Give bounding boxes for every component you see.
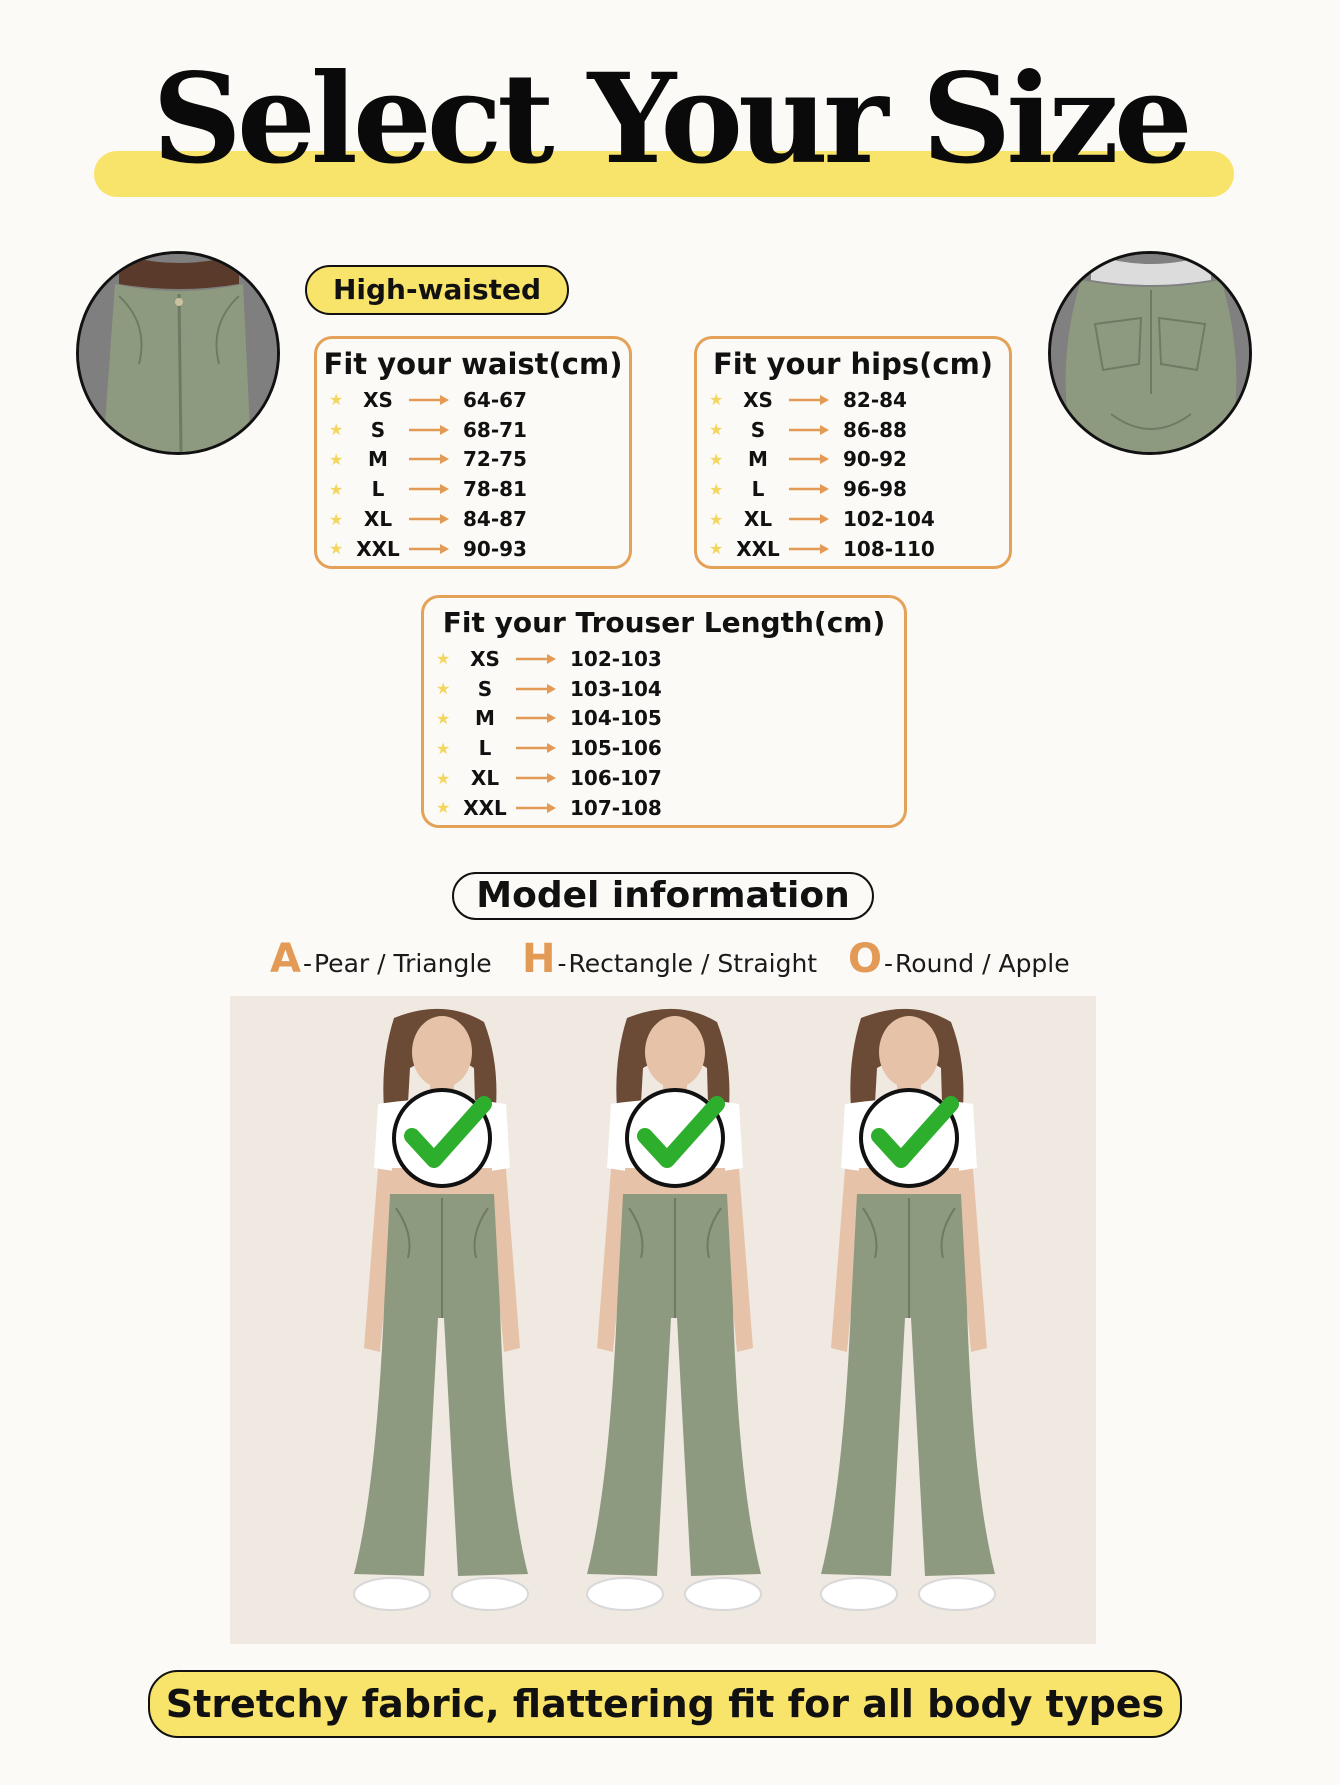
size-label: XS <box>363 387 393 412</box>
size-row <box>709 474 935 504</box>
arrow-right-icon <box>516 712 556 724</box>
size-value: 72-75 <box>463 447 527 472</box>
model-information-label: Model information <box>452 872 874 920</box>
arrow-right-icon <box>789 483 829 495</box>
star-icon: ★ <box>329 420 344 440</box>
size-label: XL <box>743 507 773 532</box>
size-value: 96-98 <box>843 477 907 502</box>
size-label: L <box>371 477 385 502</box>
arrow-right-icon <box>409 394 449 406</box>
size-value: 102-103 <box>570 646 662 671</box>
size-value: 102-104 <box>843 507 935 532</box>
size-value: 64-67 <box>463 387 527 412</box>
front-jeans-illustration <box>79 254 277 452</box>
size-row <box>709 534 935 564</box>
size-label: XXL <box>463 795 507 820</box>
star-icon: ★ <box>436 679 451 699</box>
page-title: Select Your Size <box>152 47 1188 192</box>
star-icon: ★ <box>329 479 344 499</box>
size-value: 105-106 <box>570 736 662 761</box>
size-label: XL <box>470 766 500 791</box>
star-icon: ★ <box>709 390 724 410</box>
length-size-rows <box>436 644 662 823</box>
arrow-right-icon <box>516 802 556 814</box>
star-icon: ★ <box>709 509 724 529</box>
model-photo <box>230 996 1096 1644</box>
star-icon: ★ <box>709 479 724 499</box>
size-value: 90-92 <box>843 447 907 472</box>
size-value: 90-93 <box>463 536 527 561</box>
size-label: XS <box>470 646 500 671</box>
high-waisted-label: High-waisted <box>305 265 569 315</box>
arrow-right-icon <box>409 513 449 525</box>
size-row <box>709 415 935 445</box>
star-icon: ★ <box>709 539 724 559</box>
size-value: 78-81 <box>463 477 527 502</box>
size-row <box>329 385 527 415</box>
size-label: S <box>370 417 386 442</box>
arrow-right-icon <box>516 683 556 695</box>
size-row <box>709 385 935 415</box>
front-view-photo <box>76 251 280 455</box>
size-row <box>436 763 662 793</box>
size-label: L <box>478 736 492 761</box>
shape-label: Pear / Triangle <box>314 949 492 978</box>
waist-box-title: Fit your waist(cm) <box>323 347 623 381</box>
size-row <box>329 445 527 475</box>
star-icon: ★ <box>329 449 344 469</box>
hips-box-title: Fit your hips(cm) <box>712 347 994 381</box>
size-label: XL <box>363 507 393 532</box>
size-row <box>709 445 935 475</box>
size-label: L <box>751 477 765 502</box>
size-row <box>436 704 662 734</box>
size-label: XS <box>743 387 773 412</box>
arrow-right-icon <box>409 424 449 436</box>
star-icon: ★ <box>709 449 724 469</box>
size-value: 86-88 <box>843 417 907 442</box>
size-value: 68-71 <box>463 417 527 442</box>
hips-size-rows <box>709 385 935 564</box>
arrow-right-icon <box>516 742 556 754</box>
shape-letter: H <box>522 936 556 982</box>
size-row <box>329 415 527 445</box>
back-jeans-illustration <box>1051 254 1249 452</box>
length-box-title: Fit your Trouser Length(cm) <box>442 606 886 639</box>
size-row <box>709 504 935 534</box>
shape-label: Round / Apple <box>895 949 1070 978</box>
body-shape-a: A - Pear / Triangle <box>270 936 492 982</box>
shape-letter: A <box>270 936 301 982</box>
size-row <box>329 534 527 564</box>
star-icon: ★ <box>709 420 724 440</box>
arrow-right-icon <box>409 483 449 495</box>
arrow-right-icon <box>789 513 829 525</box>
models-illustration <box>230 996 1096 1644</box>
tagline-banner: Stretchy fabric, flattering fit for all body types <box>148 1670 1182 1738</box>
star-icon: ★ <box>436 649 451 669</box>
star-icon: ★ <box>436 708 451 728</box>
waist-size-rows <box>329 385 527 564</box>
size-value: 108-110 <box>843 536 935 561</box>
size-row <box>329 474 527 504</box>
size-value: 103-104 <box>570 676 662 701</box>
hips-size-box <box>694 336 1012 569</box>
size-value: 84-87 <box>463 507 527 532</box>
size-value: 82-84 <box>843 387 907 412</box>
size-label: S <box>750 417 766 442</box>
size-row <box>436 674 662 704</box>
size-value: 106-107 <box>570 766 662 791</box>
star-icon: ★ <box>436 738 451 758</box>
arrow-right-icon <box>789 424 829 436</box>
star-icon: ★ <box>329 539 344 559</box>
arrow-right-icon <box>516 653 556 665</box>
arrow-right-icon <box>409 543 449 555</box>
arrow-right-icon <box>789 453 829 465</box>
body-shape-o: O - Round / Apple <box>848 936 1070 982</box>
size-value: 104-105 <box>570 706 662 731</box>
star-icon: ★ <box>329 390 344 410</box>
arrow-right-icon <box>409 453 449 465</box>
size-label: XXL <box>356 536 400 561</box>
body-shape-h: H - Rectangle / Straight <box>522 936 818 982</box>
shape-letter: O <box>848 936 883 982</box>
waist-size-box <box>314 336 632 569</box>
size-row <box>436 733 662 763</box>
star-icon: ★ <box>329 509 344 529</box>
star-icon: ★ <box>436 798 451 818</box>
size-label: XXL <box>736 536 780 561</box>
size-row <box>436 644 662 674</box>
back-view-photo <box>1048 251 1252 455</box>
star-icon: ★ <box>436 768 451 788</box>
size-label: M <box>475 706 495 731</box>
size-label: S <box>477 676 493 701</box>
shape-label: Rectangle / Straight <box>568 949 818 978</box>
size-row <box>436 793 662 823</box>
size-value: 107-108 <box>570 795 662 820</box>
size-row <box>329 504 527 534</box>
arrow-right-icon <box>789 543 829 555</box>
size-label: M <box>748 447 768 472</box>
size-label: M <box>368 447 388 472</box>
arrow-right-icon <box>789 394 829 406</box>
trouser-length-box <box>421 595 907 828</box>
arrow-right-icon <box>516 772 556 784</box>
